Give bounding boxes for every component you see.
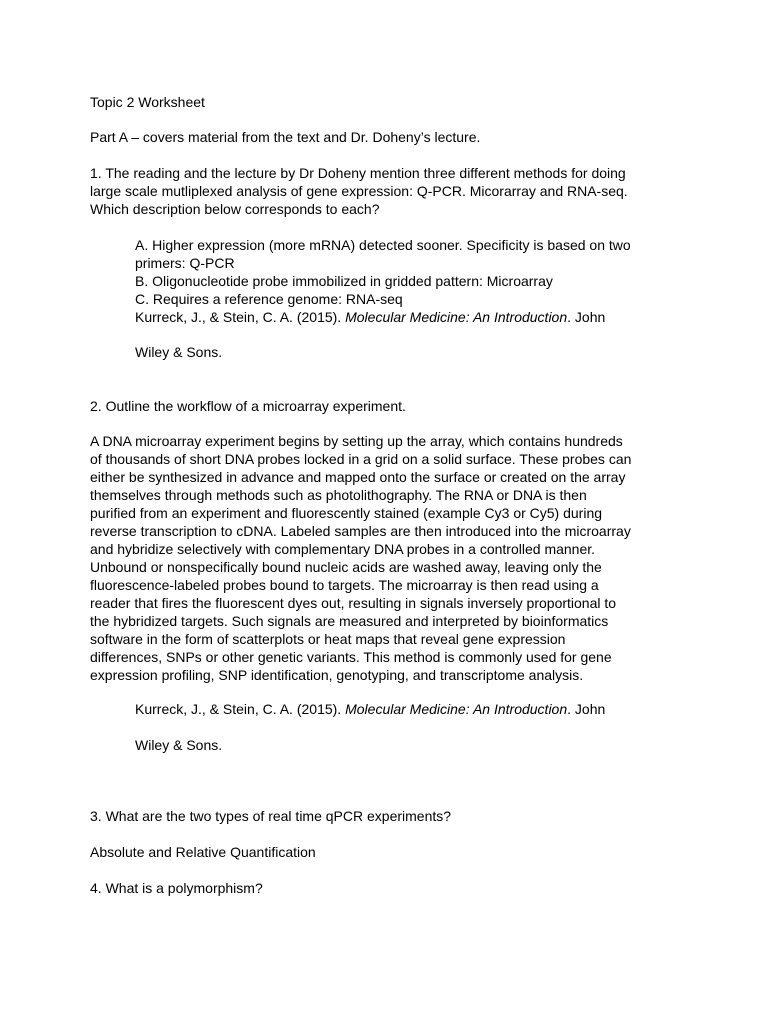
question-1 bbox=[90, 164, 690, 218]
question-1-line: 1. The reading and the lecture by Dr Doheny mention three different methods for doing bbox=[90, 165, 626, 181]
citation-after-title: . John bbox=[567, 309, 606, 325]
citation-1 bbox=[135, 308, 695, 326]
answer-line: software in the form of scatterplots or heat maps that reveal gene expression bbox=[90, 631, 566, 647]
answer-line: and hybridize selectively with complementary DNA probes in a controlled manner. bbox=[90, 541, 596, 557]
citation-1-publisher: Wiley & Sons. bbox=[135, 344, 223, 360]
answer-line: fluorescence-labeled probes bound to targets. The microarray is then read using a bbox=[90, 577, 599, 593]
part-a-heading: Part A – covers material from the text and Dr. Doheny’s lecture. bbox=[90, 129, 481, 145]
answer-c: C. Requires a reference genome: RNA-seq bbox=[135, 291, 403, 307]
citation-authors: Kurreck, J., & Stein, C. A. (2015). bbox=[135, 701, 346, 717]
question-2-answer bbox=[90, 432, 690, 684]
answer-line: A DNA microarray experiment begins by setting up the array, which contains hundreds bbox=[90, 433, 623, 449]
answer-a-line: A. Higher expression (more mRNA) detected sooner. Specificity is based on two bbox=[135, 237, 631, 253]
answer-line: differences, SNPs or other genetic variants. This method is commonly used for gene bbox=[90, 649, 612, 665]
question-1-answers bbox=[135, 236, 695, 326]
answer-line: reader that fires the fluorescent dyes out, resulting in signals inversely proportional to bbox=[90, 595, 617, 611]
answer-line: either be synthesized in advance and mapped onto the surface or created on the array bbox=[90, 469, 626, 485]
question-3: 3. What are the two types of real time qPCR experiments? bbox=[90, 808, 452, 824]
answer-b: B. Oligonucleotide probe immobilized in gridded pattern: Microarray bbox=[135, 273, 553, 289]
question-4: 4. What is a polymorphism? bbox=[90, 880, 263, 896]
answer-line: purified from an experiment and fluorescently stained (example Cy3 or Cy5) during bbox=[90, 505, 603, 521]
citation-2 bbox=[135, 700, 695, 718]
answer-line: the hybridized targets. Such signals are measured and interpreted by bioinformatics bbox=[90, 613, 609, 629]
question-1-line: large scale mutliplexed analysis of gene expression: Q-PCR. Micorarray and RNA-seq. bbox=[90, 183, 628, 199]
citation-book-title: Molecular Medicine: An Introduction bbox=[345, 701, 568, 717]
answer-line: Unbound or nonspecifically bound nucleic acids are washed away, leaving only the bbox=[90, 559, 602, 575]
answer-line: of thousands of short DNA probes locked in a grid on a solid surface. These probes can bbox=[90, 451, 632, 467]
citation-book-title: Molecular Medicine: An Introduction bbox=[345, 309, 568, 325]
citation-after-title: . John bbox=[567, 701, 606, 717]
answer-line: themselves through methods such as photolithography. The RNA or DNA is then bbox=[90, 487, 587, 503]
question-3-answer: Absolute and Relative Quantification bbox=[90, 844, 316, 860]
answer-a-line: primers: Q-PCR bbox=[135, 255, 235, 271]
citation-2-publisher: Wiley & Sons. bbox=[135, 737, 223, 753]
worksheet-title: Topic 2 Worksheet bbox=[90, 94, 205, 110]
question-2: 2. Outline the workflow of a microarray experiment. bbox=[90, 398, 406, 414]
question-1-line: Which description below corresponds to each? bbox=[90, 201, 380, 217]
citation-authors: Kurreck, J., & Stein, C. A. (2015). bbox=[135, 309, 346, 325]
answer-line: reverse transcription to cDNA. Labeled samples are then introduced into the microarray bbox=[90, 523, 631, 539]
answer-line: expression profiling, SNP identification, genotyping, and transcriptome analysis. bbox=[90, 667, 584, 683]
